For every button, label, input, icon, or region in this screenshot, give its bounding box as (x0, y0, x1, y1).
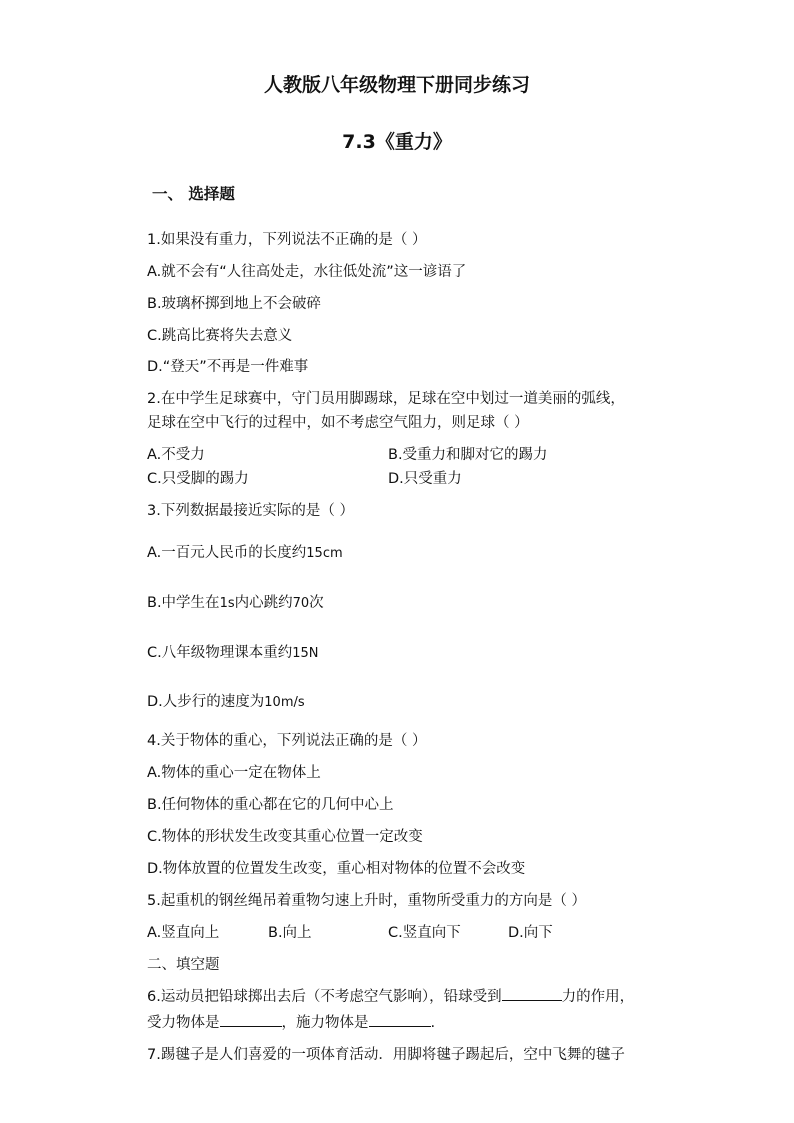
question-4-option-c: C.物体的形状发生改变其重心位置一定改变 (147, 829, 423, 845)
question-6-text-2c: . (430, 1015, 436, 1031)
question-3-option-b-value1: 1s (219, 596, 235, 611)
question-1-option-b: B.玻璃杯掷到地上不会破碎 (147, 296, 322, 312)
question-6-line1 (147, 985, 634, 1006)
question-3-option-a-value: 15cm (306, 546, 343, 561)
question-5-option-b: B.向上 (268, 925, 312, 941)
question-3-option-c-value: 15N (292, 646, 319, 661)
question-2-stem-line2: 足球在空中飞行的过程中，如不考虑空气阻力，则足球（ ） (147, 415, 529, 431)
question-1-option-a: A.就不会有“人往高处走，水往低处流”这一谚语了 (147, 264, 467, 280)
answer-blank[interactable] (502, 986, 562, 1001)
question-3-option-d (147, 690, 305, 711)
answer-blank[interactable] (220, 1012, 282, 1027)
question-1-option-c: C.跳高比赛将失去意义 (147, 328, 293, 344)
question-5-stem: 5.起重机的钢丝绳吊着重物匀速上升时，重物所受重力的方向是（ ） (147, 893, 586, 909)
question-6-line2 (147, 1011, 435, 1032)
question-3-option-b-text2: 内心跳约 (234, 595, 293, 611)
question-3-option-c-text: C.八年级物理课本重约 (147, 645, 293, 661)
question-3-option-b-value2: 70 (292, 596, 310, 611)
question-2-option-a: A.不受力 (147, 447, 205, 463)
question-5-option-c: C.竖直向下 (388, 925, 461, 941)
question-5-option-d: D.向下 (508, 925, 553, 941)
question-6-text-2b: ，施力物体是 (281, 1015, 369, 1031)
question-6-text-2a: 受力物体是 (147, 1015, 220, 1031)
question-3-option-b-text1: B.中学生在 (147, 595, 220, 611)
document-title: 人教版八年级物理下册同步练习 (263, 74, 530, 96)
section-heading-choice: 一、 选择题 (152, 185, 235, 203)
question-3-option-d-value: 10m/s (264, 695, 305, 710)
question-4-option-b: B.任何物体的重心都在它的几何中心上 (147, 797, 394, 813)
question-4-stem: 4.关于物体的重心，下列说法正确的是（ ） (147, 733, 427, 749)
question-5-option-a: A.竖直向上 (147, 925, 220, 941)
question-2-stem-line1: 2.在中学生足球赛中，守门员用脚踢球，足球在空中划过一道美丽的弧线， (147, 391, 625, 407)
question-3-option-a (147, 541, 343, 562)
answer-blank[interactable] (369, 1012, 431, 1027)
question-4-option-d: D.物体放置的位置发生改变，重心相对物体的位置不会改变 (147, 861, 526, 877)
question-2-option-d: D.只受重力 (388, 471, 462, 487)
question-3-option-a-text: A.一百元人民币的长度约 (147, 545, 307, 561)
question-3-option-c (147, 641, 319, 662)
question-1-option-d: D.“登天”不再是一件难事 (147, 359, 309, 375)
question-2-option-b: B.受重力和脚对它的踢力 (388, 447, 548, 463)
question-6-text-1b: 力的作用， (561, 989, 635, 1005)
document-subtitle: 7.3《重力》 (342, 131, 452, 153)
question-3-option-b-text3: 次 (309, 595, 324, 611)
question-7-stem: 7.踢毽子是人们喜爱的一项体育活动．用脚将毽子踢起后，空中飞舞的毽子 (147, 1047, 625, 1063)
question-1-stem: 1.如果没有重力，下列说法不正确的是（ ） (147, 232, 427, 248)
section-heading-fill: 二、填空题 (147, 957, 220, 973)
question-4-option-a: A.物体的重心一定在物体上 (147, 765, 321, 781)
question-3-option-d-text: D.人步行的速度为 (147, 694, 265, 710)
question-3-option-b (147, 591, 324, 612)
question-2-option-c: C.只受脚的踢力 (147, 471, 249, 487)
question-6-text-1a: 6.运动员把铅球掷出去后（不考虑空气影响），铅球受到 (147, 989, 502, 1005)
question-3-stem: 3.下列数据最接近实际的是（ ） (147, 503, 354, 519)
